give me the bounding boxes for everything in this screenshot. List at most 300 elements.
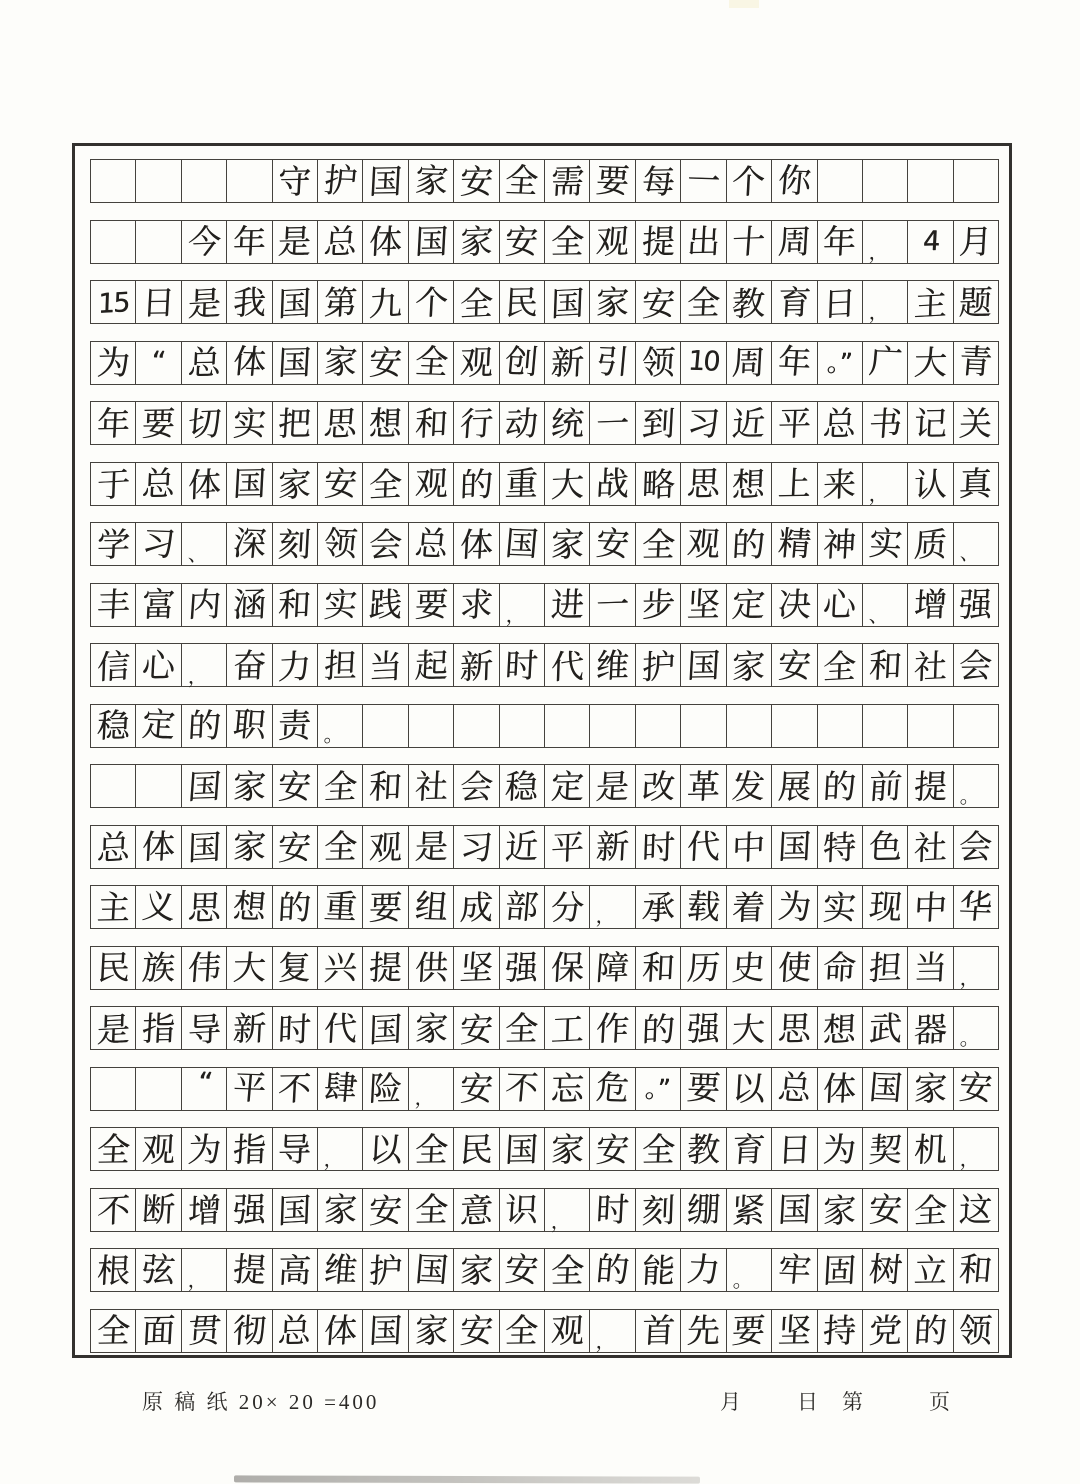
handwritten-char: 时	[277, 1008, 313, 1050]
grid-cell	[818, 523, 863, 565]
handwritten-char: 涵	[231, 584, 267, 625]
handwritten-char: 障	[594, 947, 631, 988]
grid-cell	[772, 765, 817, 807]
grid-cell	[863, 1310, 908, 1352]
handwritten-char: 实	[231, 403, 267, 443]
handwritten-char: 指	[141, 1008, 177, 1048]
handwritten-char: 载	[685, 885, 722, 927]
grid-cell	[908, 584, 953, 626]
grid-cell	[273, 342, 318, 384]
grid-row	[90, 1006, 999, 1050]
grid-cell	[409, 584, 454, 626]
grid-row	[90, 1309, 999, 1353]
handwritten-char: 国	[186, 765, 222, 807]
handwritten-char: ，	[959, 965, 981, 990]
handwritten-char: 要	[685, 1067, 722, 1108]
grid-cell	[409, 160, 454, 202]
grid-cell	[318, 886, 363, 928]
grid-cell	[227, 947, 272, 989]
handwritten-char: 党	[867, 1310, 904, 1351]
handwritten-char: 社	[413, 766, 449, 806]
handwritten-char: 全	[504, 1008, 540, 1048]
grid-cell	[727, 281, 772, 323]
grid-cell	[863, 584, 908, 626]
handwritten-char: 思	[685, 463, 722, 504]
handwritten-char: 总	[322, 221, 359, 262]
handwritten-char: 月	[958, 221, 994, 262]
grid-cell	[91, 947, 136, 989]
grid-cell	[318, 1249, 363, 1291]
grid-row	[90, 946, 999, 990]
handwritten-char: 全	[95, 1310, 131, 1351]
handwritten-char: 历	[685, 947, 722, 988]
grid-row	[90, 220, 999, 264]
handwritten-char: 。”	[644, 1073, 672, 1104]
handwritten-char: 坚	[685, 584, 722, 625]
grid-cell	[772, 947, 817, 989]
handwritten-char: 战	[595, 463, 631, 504]
handwritten-char: 以	[731, 1068, 767, 1109]
grid-cell	[908, 886, 953, 928]
handwritten-char: 提	[368, 947, 404, 988]
handwritten-char: 总	[822, 403, 858, 443]
grid-cell	[818, 826, 863, 868]
grid-cell	[590, 1310, 635, 1352]
grid-cell	[545, 1249, 590, 1291]
handwritten-char: 肆	[322, 1067, 359, 1108]
grid-cell	[91, 705, 136, 747]
handwritten-char: 部	[503, 885, 541, 927]
grid-cell	[636, 1310, 681, 1352]
handwritten-char: 着	[731, 887, 767, 927]
handwritten-char: 需	[549, 161, 585, 201]
grid-cell	[227, 402, 272, 444]
grid-cell	[908, 826, 953, 868]
grid-cell	[500, 644, 545, 686]
handwritten-char: 器	[913, 1008, 948, 1050]
grid-cell	[636, 1189, 681, 1231]
handwritten-char: 个	[731, 161, 767, 201]
handwritten-char: 精	[776, 522, 813, 564]
grid-cell	[454, 644, 499, 686]
grid-cell	[772, 523, 817, 565]
handwritten-char: 定	[730, 584, 767, 625]
handwritten-char: 为	[776, 885, 813, 927]
grid-cell	[908, 1310, 953, 1352]
grid-cell	[409, 1007, 454, 1049]
grid-cell	[273, 1189, 318, 1231]
handwritten-char: 、	[187, 541, 209, 567]
grid-cell	[500, 160, 545, 202]
grid-cell	[182, 402, 227, 444]
grid-cell	[318, 705, 363, 747]
grid-cell	[227, 1128, 272, 1170]
grid-cell	[318, 765, 363, 807]
handwritten-char: 日	[141, 282, 177, 322]
grid-cell	[500, 463, 545, 505]
handwritten-char: 忘	[549, 1068, 585, 1109]
grid-cell	[500, 402, 545, 444]
grid-cell	[818, 160, 863, 202]
grid-cell	[409, 1249, 454, 1291]
grid-cell	[182, 584, 227, 626]
grid-cell	[590, 1189, 635, 1231]
grid-cell	[273, 402, 318, 444]
paper-footer	[0, 1386, 1080, 1416]
grid-cell	[500, 826, 545, 868]
grid-cell	[908, 221, 953, 263]
handwritten-char: 国	[277, 282, 313, 324]
handwritten-char: 观	[549, 1310, 585, 1351]
grid-cell	[908, 1249, 953, 1291]
grid-cell	[318, 1128, 363, 1170]
grid-cell	[545, 1068, 590, 1110]
handwritten-char: 个	[413, 282, 449, 322]
handwritten-char: 思	[776, 1008, 812, 1048]
grid-cell	[454, 1310, 499, 1352]
grid-cell	[91, 1007, 136, 1049]
grid-cell	[454, 1249, 499, 1291]
grid-row	[90, 1188, 999, 1232]
handwritten-char: 当	[912, 947, 949, 988]
grid-cell	[454, 1128, 499, 1170]
handwritten-char: 全	[640, 1129, 676, 1169]
grid-row	[90, 522, 999, 566]
handwritten-char: 全	[503, 159, 541, 201]
grid-cell	[136, 705, 181, 747]
grid-cell	[454, 886, 499, 928]
handwritten-char: 行	[458, 402, 495, 444]
handwritten-char: 护	[322, 159, 359, 201]
handwritten-char: 决	[776, 584, 812, 625]
grid-cell	[454, 402, 499, 444]
grid-cell	[136, 342, 181, 384]
grid-cell	[318, 160, 363, 202]
grid-cell	[681, 1128, 726, 1170]
grid-cell	[954, 947, 998, 989]
grid-cell	[363, 765, 408, 807]
grid-cell	[681, 1310, 726, 1352]
handwritten-char: 丰	[95, 584, 131, 625]
grid-cell	[772, 402, 817, 444]
handwritten-char: 大	[912, 342, 949, 383]
handwritten-char: 国	[186, 827, 222, 868]
grid-cell	[409, 342, 454, 384]
grid-cell	[363, 221, 408, 263]
handwritten-char: 安	[503, 1248, 541, 1290]
handwritten-char: 大	[231, 947, 267, 988]
grid-cell	[136, 1007, 181, 1049]
handwritten-char: 识	[504, 1189, 540, 1230]
grid-cell	[954, 463, 998, 505]
handwritten-char: 观	[141, 1129, 177, 1169]
handwritten-char: ，	[505, 602, 527, 627]
grid-row	[90, 583, 999, 627]
handwritten-char: 家	[912, 1068, 949, 1109]
grid-cell	[136, 1068, 181, 1110]
grid-cell	[227, 886, 272, 928]
grid-cell	[772, 1068, 817, 1110]
grid-cell	[91, 1310, 136, 1352]
grid-cell	[182, 886, 227, 928]
handwritten-char: 断	[141, 1189, 177, 1230]
handwritten-char: 安	[594, 1128, 631, 1170]
handwritten-char: 第	[322, 282, 358, 322]
grid-cell	[227, 584, 272, 626]
grid-cell	[954, 402, 998, 444]
handwritten-char: 步	[640, 584, 676, 625]
grid-cell	[545, 463, 590, 505]
handwritten-char: 提	[640, 221, 676, 262]
grid-cell	[636, 584, 681, 626]
handwritten-char: 绷	[685, 1189, 722, 1230]
handwritten-char: 家	[595, 282, 631, 322]
grid-cell	[863, 826, 908, 868]
grid-cell	[409, 523, 454, 565]
handwritten-char: 国	[549, 282, 585, 324]
grid-cell	[818, 221, 863, 263]
grid-cell	[863, 1007, 908, 1049]
handwritten-char: 、	[958, 540, 981, 566]
handwritten-char: 时	[595, 1189, 631, 1230]
handwritten-char: 武	[867, 1008, 903, 1048]
grid-cell	[590, 1068, 635, 1110]
handwritten-char: 安	[322, 463, 358, 504]
handwritten-char: 刻	[640, 1190, 676, 1231]
handwritten-char: 族	[141, 947, 177, 988]
grid-cell	[182, 523, 227, 565]
handwritten-char: 家	[413, 1310, 449, 1351]
grid-cell	[727, 1249, 772, 1291]
grid-cell	[772, 1310, 817, 1352]
grid-cell	[136, 1310, 181, 1352]
grid-cell	[500, 221, 545, 263]
handwritten-char: 史	[730, 947, 767, 988]
grid-cell	[363, 463, 408, 505]
handwritten-char: 心	[822, 584, 858, 625]
grid-cell	[954, 584, 998, 626]
handwritten-char: 是	[277, 221, 313, 262]
grid-cell	[818, 463, 863, 505]
grid-cell	[91, 826, 136, 868]
handwritten-char: 民	[458, 1128, 495, 1170]
grid-cell	[772, 644, 817, 686]
handwritten-char: 国	[277, 1190, 313, 1231]
grid-cell	[772, 463, 817, 505]
grid-cell	[863, 705, 908, 747]
handwritten-char: 大	[549, 464, 585, 505]
grid-cell	[136, 523, 181, 565]
handwritten-char: 的	[459, 464, 494, 505]
handwritten-char: 兴	[322, 947, 359, 988]
grid-cell	[818, 584, 863, 626]
handwritten-char: 国	[685, 645, 722, 685]
handwritten-char: 体	[822, 1068, 858, 1109]
handwritten-char: 日	[822, 282, 857, 324]
handwritten-char: 彻	[231, 1310, 267, 1351]
grid-cell	[273, 221, 318, 263]
handwritten-char: 。	[732, 1267, 754, 1293]
grid-cell	[318, 584, 363, 626]
handwritten-char: 的	[912, 1310, 949, 1351]
grid-cell	[908, 1068, 953, 1110]
handwritten-char: 领	[322, 522, 359, 564]
grid-cell	[363, 826, 408, 868]
handwritten-char: ，	[187, 663, 209, 689]
handwritten-char: 学	[95, 524, 131, 564]
handwritten-char: 体	[368, 221, 404, 262]
handwritten-char: 发	[730, 765, 767, 807]
grid-row	[90, 401, 999, 445]
grid-cell	[772, 1007, 817, 1049]
grid-cell	[227, 826, 272, 868]
grid-cell	[318, 1189, 363, 1231]
handwritten-char: 。”	[826, 347, 854, 378]
grid-cell	[636, 281, 681, 323]
scan-artifact-top	[729, 0, 759, 8]
grid-cell	[363, 1249, 408, 1291]
grid-cell	[681, 705, 726, 747]
grid-cell	[636, 947, 681, 989]
grid-cell	[182, 463, 227, 505]
handwritten-char: 护	[368, 1250, 404, 1290]
grid-cell	[863, 765, 908, 807]
handwritten-char: 真	[958, 463, 994, 504]
grid-row-title	[90, 159, 999, 203]
grid-cell	[954, 160, 998, 202]
grid-outer-border	[72, 143, 1012, 1358]
grid-cell	[182, 644, 227, 689]
handwritten-char: 观	[594, 221, 631, 262]
grid-cell	[590, 160, 635, 202]
grid-cell	[727, 523, 772, 565]
handwritten-char: 定	[140, 704, 177, 745]
grid-cell	[590, 463, 635, 505]
handwritten-char: 体	[186, 464, 222, 505]
grid-cell	[954, 1007, 998, 1049]
grid-cell	[318, 221, 363, 263]
handwritten-char: 弦	[140, 1248, 177, 1290]
grid-cell	[590, 644, 635, 686]
handwritten-char: 年	[231, 221, 267, 262]
handwritten-char: 和	[413, 403, 449, 443]
handwritten-char: 牢	[776, 1248, 813, 1290]
grid-cell	[454, 826, 499, 868]
handwritten-char: 安	[458, 161, 494, 201]
grid-cell	[409, 1310, 454, 1352]
grid-cell	[954, 705, 998, 747]
grid-cell	[91, 886, 136, 928]
grid-cell	[454, 342, 499, 384]
handwritten-char: 组	[412, 885, 450, 927]
handwritten-char: 新	[459, 645, 494, 687]
handwritten-char: 要	[413, 584, 449, 625]
grid-cell	[318, 644, 363, 686]
grid-cell	[545, 1128, 590, 1170]
handwritten-char: 提	[912, 766, 949, 806]
grid-cell	[500, 947, 545, 989]
grid-cell	[91, 402, 136, 444]
handwritten-char: 安	[594, 522, 631, 564]
handwritten-char: 安	[776, 645, 812, 685]
grid-cell	[772, 584, 817, 626]
handwritten-char: 引	[594, 341, 631, 382]
handwritten-char: 不	[277, 1068, 313, 1109]
grid-cell	[227, 1007, 272, 1049]
handwritten-char: 民	[504, 282, 540, 322]
handwritten-char: 年	[776, 341, 813, 382]
handwritten-char: 教	[685, 1129, 722, 1169]
handwritten-char: 和	[867, 645, 903, 685]
handwritten-char: 。	[959, 1025, 981, 1051]
grid-cell	[273, 160, 318, 202]
grid-cell	[636, 705, 681, 747]
handwritten-char: 上	[776, 463, 812, 504]
handwritten-char: 坚	[776, 1310, 812, 1351]
grid-cell	[136, 281, 181, 323]
handwritten-char: 中	[912, 887, 949, 927]
handwritten-char: 安	[458, 1310, 495, 1351]
handwritten-char: 强	[685, 1008, 722, 1048]
grid-cell	[363, 886, 408, 928]
handwritten-char: 近	[504, 826, 540, 867]
handwritten-char: 国	[413, 221, 449, 262]
grid-cell	[727, 584, 772, 626]
handwritten-char: ，	[868, 481, 890, 506]
handwritten-char: 改	[640, 766, 676, 806]
handwritten-char: 家	[458, 1250, 494, 1290]
grid-cell	[772, 281, 817, 323]
handwritten-char: 家	[231, 826, 267, 867]
handwritten-char: 一	[594, 584, 631, 625]
handwritten-char: 总	[141, 463, 177, 504]
grid-cell	[818, 1128, 863, 1170]
grid-cell	[454, 1007, 499, 1049]
grid-cell	[363, 1128, 408, 1170]
handwritten-char: 主	[95, 887, 131, 927]
grid-cell	[863, 342, 908, 384]
grid-cell	[454, 160, 499, 202]
grid-cell	[409, 281, 454, 323]
grid-cell	[954, 1068, 998, 1110]
grid-cell	[409, 765, 454, 807]
handwritten-char: 要	[594, 159, 631, 201]
grid-cell	[273, 826, 318, 868]
grid-cell	[590, 1128, 635, 1170]
grid-cell	[363, 584, 408, 626]
grid-cell	[954, 1189, 998, 1231]
grid-cell	[636, 1128, 681, 1170]
grid-cell	[227, 1189, 272, 1231]
grid-cell	[182, 1249, 227, 1291]
grid-cell	[227, 765, 272, 807]
handwritten-char: 平	[549, 827, 585, 868]
grid-cell	[545, 584, 590, 626]
grid-cell	[727, 705, 772, 747]
handwritten-char: 记	[912, 403, 949, 443]
handwritten-char: 国	[368, 1008, 403, 1050]
handwritten-char: 义	[140, 885, 177, 927]
handwritten-char: 观	[413, 463, 449, 504]
handwritten-char: 意	[459, 1190, 494, 1231]
grid-cell	[500, 1068, 545, 1110]
handwritten-char: 关	[958, 403, 994, 443]
handwritten-char: 家	[322, 341, 359, 382]
grid-cell	[954, 1249, 998, 1291]
grid-cell	[545, 342, 590, 384]
grid-cell	[818, 705, 863, 747]
handwritten-char: 能	[640, 1250, 676, 1290]
